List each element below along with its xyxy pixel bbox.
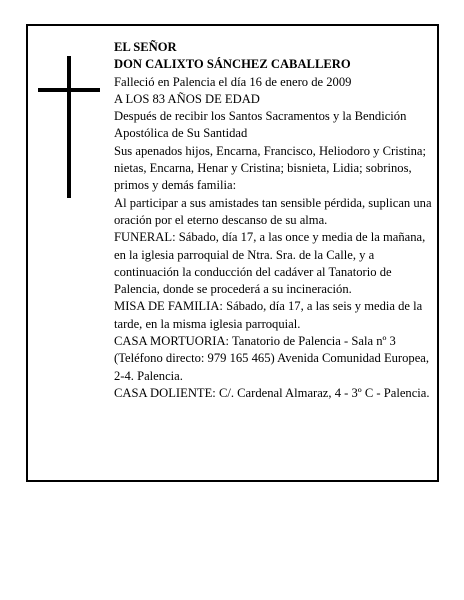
funeral-paragraph: FUNERAL: Sábado, día 17, a las once y media de la mañana, en la iglesia parroquial de Ntra. Sra. de la Calle, y a continuación la conducción del cadáver al Tanatorio de Palencia, donde se procederá a su incineración. — [114, 230, 426, 297]
family-paragraph: Sus apenados hijos, Encarna, Francisco, Heliodoro y Cristina; nietas, Encarna, Henar y Cristina; bisnieta, Lidia; sobrinos, primos y demás familia: — [114, 143, 426, 193]
deceased-name: DON CALIXTO SÁNCHEZ CABALLERO — [114, 57, 351, 72]
cross-horizontal-bar — [38, 88, 100, 92]
cross-vertical-bar — [67, 56, 71, 198]
prayer-request-paragraph: Al participar a sus amistades tan sensible pérdida, suplican una oración por el eterno descanso de su alma. — [114, 195, 432, 227]
family-mass-paragraph: MISA DE FAMILIA: Sábado, día 17, a las seis y media de la tarde, en la misma iglesia parroquial. — [114, 299, 423, 331]
deceased-title: EL SEÑOR — [114, 40, 177, 54]
notice-text — [114, 39, 432, 402]
death-date-line: Falleció en Palencia el día 16 de enero de 2009 — [114, 74, 352, 89]
mourning-house-paragraph: CASA DOLIENTE: C/. Cardenal Almaraz, 4 - 3º C - Palencia. — [114, 385, 430, 400]
sacraments-paragraph: Después de recibir los Santos Sacramentos y la Bendición Apostólica de Su Santidad — [114, 109, 407, 141]
mortuary-paragraph: CASA MORTUORIA: Tanatorio de Palencia - Sala nº 3 (Teléfono directo: 979 165 465) Avenida Comunidad Europea, 2-4. Palencia. — [114, 334, 430, 383]
age-line: A LOS 83 AÑOS DE EDAD — [114, 91, 260, 106]
latin-cross-icon — [38, 56, 100, 198]
obituary-notice — [26, 24, 439, 482]
